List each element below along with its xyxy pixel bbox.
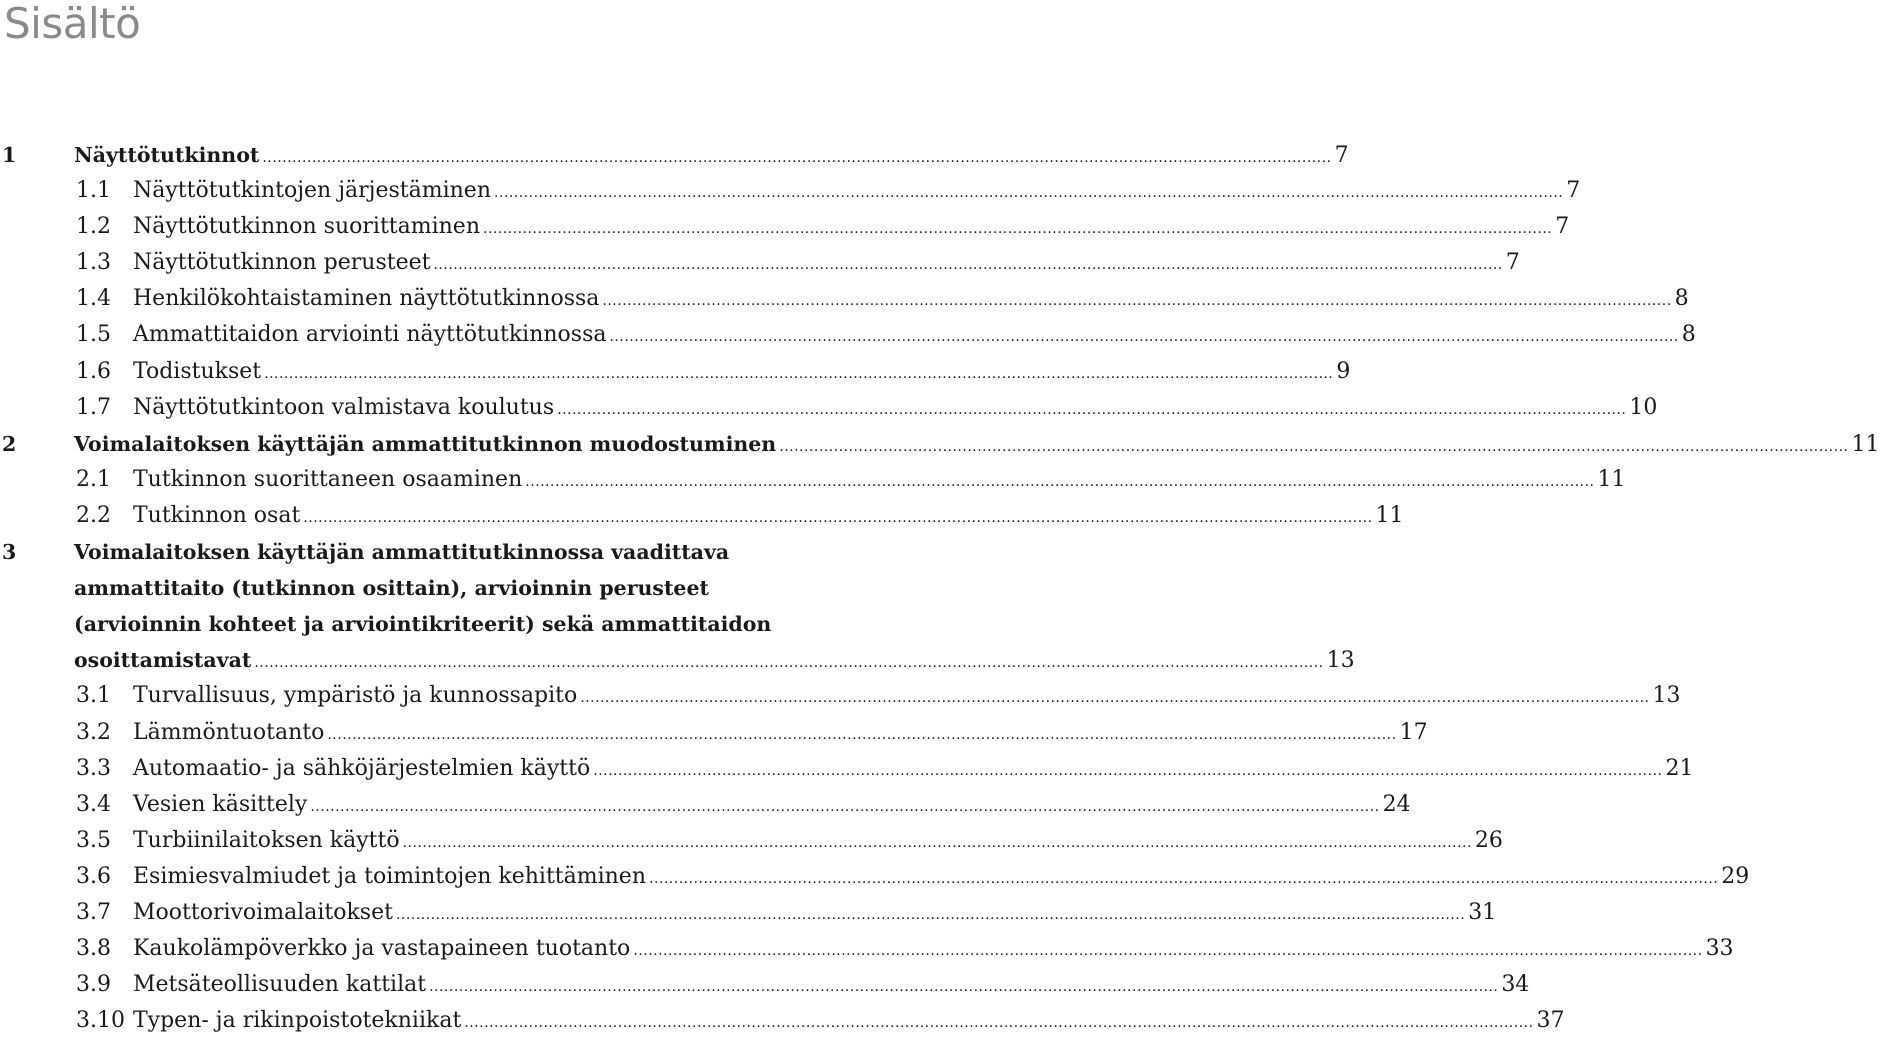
toc-title: Turbiinilaitoksen käyttö bbox=[133, 827, 400, 853]
toc-chapter-3-line-1 bbox=[0, 534, 960, 570]
toc-title: Todistukset bbox=[133, 358, 262, 384]
toc-section-3-2[interactable] bbox=[0, 715, 1428, 751]
toc-title: Typen- ja rikinpoistotekniikat bbox=[133, 1008, 462, 1034]
toc-number: 3.6 bbox=[76, 863, 111, 889]
dot-leader bbox=[310, 789, 1379, 825]
toc-number: 3.5 bbox=[76, 827, 111, 853]
toc-title: Esimiesvalmiudet ja toimintojen kehittäminen bbox=[133, 863, 646, 889]
dot-leader bbox=[602, 283, 1671, 319]
toc-title-line: (arvioinnin kohteet ja arviointikriteerit) sekä ammattitaidon bbox=[74, 612, 772, 637]
toc-page-number: 9 bbox=[1336, 358, 1351, 384]
dot-leader bbox=[593, 753, 1662, 789]
toc-title: Vesien käsittely bbox=[133, 791, 308, 817]
toc-title: Näyttötutkinnon perusteet bbox=[133, 250, 431, 276]
toc-page-number: 21 bbox=[1665, 755, 1694, 781]
dot-leader bbox=[779, 429, 1848, 465]
toc-number: 3.4 bbox=[76, 791, 111, 817]
dot-leader bbox=[483, 211, 1552, 247]
toc-section-1-7[interactable] bbox=[0, 390, 1658, 426]
toc-title: Näyttötutkinnot bbox=[74, 143, 260, 167]
toc-number: 3.8 bbox=[76, 936, 111, 962]
dot-leader bbox=[525, 464, 1594, 500]
toc-chapter-3-line-4 bbox=[0, 642, 1355, 678]
toc-section-1-3[interactable] bbox=[0, 245, 1520, 281]
toc-number: 3.7 bbox=[76, 899, 111, 925]
dot-leader bbox=[327, 717, 1396, 753]
toc-section-3-5[interactable] bbox=[0, 823, 1503, 859]
toc-page-number: 11 bbox=[1851, 431, 1880, 457]
toc-title: Näyttötutkintojen järjestäminen bbox=[133, 178, 491, 204]
toc-section-3-10[interactable] bbox=[0, 1003, 1565, 1039]
toc-section-3-3[interactable] bbox=[0, 751, 1694, 787]
dot-leader bbox=[633, 933, 1702, 969]
toc-section-3-8[interactable] bbox=[0, 931, 1734, 967]
toc-title: Henkilökohtaistaminen näyttötutkinnossa bbox=[133, 286, 600, 312]
toc-section-1-4[interactable] bbox=[0, 281, 1689, 317]
toc-page-number: 13 bbox=[1326, 648, 1355, 674]
table-of-contents bbox=[0, 137, 1880, 1039]
toc-section-3-7[interactable] bbox=[0, 895, 1497, 931]
toc-title: Näyttötutkinnon suorittaminen bbox=[133, 214, 480, 240]
toc-section-1-1[interactable] bbox=[0, 173, 1581, 209]
toc-section-3-6[interactable] bbox=[0, 859, 1750, 895]
toc-page-number: 7 bbox=[1555, 214, 1570, 240]
toc-number: 3.3 bbox=[76, 755, 111, 781]
toc-section-1-5[interactable] bbox=[0, 317, 1696, 353]
toc-section-3-9[interactable] bbox=[0, 967, 1530, 1003]
toc-page-number: 11 bbox=[1375, 502, 1404, 528]
toc-number: 1.1 bbox=[76, 178, 111, 204]
dot-leader bbox=[264, 356, 1333, 392]
toc-chapter-3[interactable] bbox=[0, 534, 1355, 678]
toc-number: 1.5 bbox=[76, 322, 111, 348]
toc-number: 2 bbox=[2, 431, 17, 456]
toc-section-3-1[interactable] bbox=[0, 678, 1681, 714]
toc-page-number: 29 bbox=[1721, 863, 1750, 889]
dot-leader bbox=[494, 175, 1563, 211]
toc-number: 1 bbox=[2, 143, 17, 167]
dot-leader bbox=[464, 1005, 1533, 1041]
toc-page-number: 17 bbox=[1399, 719, 1428, 745]
toc-page-number: 7 bbox=[1334, 143, 1349, 168]
toc-title: Kaukolämpöverkko ja vastapaineen tuotanto bbox=[133, 936, 631, 962]
toc-page-number: 10 bbox=[1629, 394, 1658, 420]
dot-leader bbox=[433, 247, 1502, 283]
toc-title: Näyttötutkintoon valmistava koulutus bbox=[133, 394, 555, 420]
toc-page-number: 13 bbox=[1652, 683, 1681, 709]
toc-section-3-4[interactable] bbox=[0, 787, 1411, 823]
toc-number: 3.10 bbox=[76, 1008, 125, 1034]
toc-number: 1.3 bbox=[76, 250, 111, 276]
toc-chapter-1[interactable] bbox=[0, 137, 1349, 173]
toc-title: Tutkinnon suorittaneen osaaminen bbox=[133, 466, 523, 492]
toc-title: Tutkinnon osat bbox=[133, 502, 301, 528]
toc-number: 3.9 bbox=[76, 972, 111, 998]
toc-section-2-2[interactable] bbox=[0, 498, 1404, 534]
toc-title: Turvallisuus, ympäristö ja kunnossapito bbox=[133, 683, 578, 709]
toc-section-2-1[interactable] bbox=[0, 462, 1626, 498]
toc-number: 3.1 bbox=[76, 683, 111, 709]
toc-chapter-2[interactable] bbox=[0, 426, 1880, 462]
toc-page-number: 26 bbox=[1474, 827, 1503, 853]
dot-leader bbox=[303, 500, 1372, 536]
toc-number: 2.2 bbox=[76, 502, 111, 528]
toc-page-number: 7 bbox=[1566, 178, 1581, 204]
toc-number: 1.7 bbox=[76, 394, 111, 420]
toc-title: Lämmöntuotanto bbox=[133, 719, 325, 745]
dot-leader bbox=[557, 392, 1626, 428]
toc-title: Moottorivoimalaitokset bbox=[133, 899, 393, 925]
toc-page-number: 11 bbox=[1597, 466, 1626, 492]
page-title: Sisältö bbox=[4, 0, 141, 48]
dot-leader bbox=[396, 897, 1465, 933]
toc-title: Metsäteollisuuden kattilat bbox=[133, 972, 427, 998]
toc-page-number: 34 bbox=[1501, 972, 1530, 998]
toc-title-line: Voimalaitoksen käyttäjän ammattitutkinnossa vaadittava bbox=[74, 540, 730, 565]
toc-title-line: ammattitaito (tutkinnon osittain), arvioinnin perusteet bbox=[74, 576, 709, 601]
toc-number: 1.6 bbox=[76, 358, 111, 384]
toc-number: 3.2 bbox=[76, 719, 111, 745]
toc-page-number: 31 bbox=[1468, 899, 1497, 925]
toc-title: Automaatio- ja sähköjärjestelmien käyttö bbox=[133, 755, 591, 781]
toc-number: 2.1 bbox=[76, 466, 111, 492]
toc-title-line: osoittamistavat bbox=[74, 648, 252, 673]
toc-section-1-6[interactable] bbox=[0, 354, 1351, 390]
toc-number: 1.4 bbox=[76, 286, 111, 312]
dot-leader bbox=[649, 861, 1718, 897]
dot-leader bbox=[254, 645, 1323, 681]
toc-section-1-2[interactable] bbox=[0, 209, 1570, 245]
toc-number: 3 bbox=[2, 540, 17, 565]
dot-leader bbox=[609, 319, 1678, 355]
toc-page-number: 8 bbox=[1674, 286, 1689, 312]
toc-page-number: 8 bbox=[1681, 322, 1696, 348]
toc-title: Ammattitaidon arviointi näyttötutkinnossa bbox=[133, 322, 607, 348]
dot-leader bbox=[262, 140, 1331, 176]
toc-page-number: 33 bbox=[1705, 936, 1734, 962]
dot-leader bbox=[580, 680, 1649, 716]
toc-title: Voimalaitoksen käyttäjän ammattitutkinnon muodostuminen bbox=[74, 431, 777, 456]
toc-page-number: 24 bbox=[1382, 791, 1411, 817]
dot-leader bbox=[429, 969, 1498, 1005]
dot-leader bbox=[403, 825, 1472, 861]
toc-number: 1.2 bbox=[76, 214, 111, 240]
toc-page-number: 7 bbox=[1505, 250, 1520, 276]
toc-page-number: 37 bbox=[1536, 1008, 1565, 1034]
